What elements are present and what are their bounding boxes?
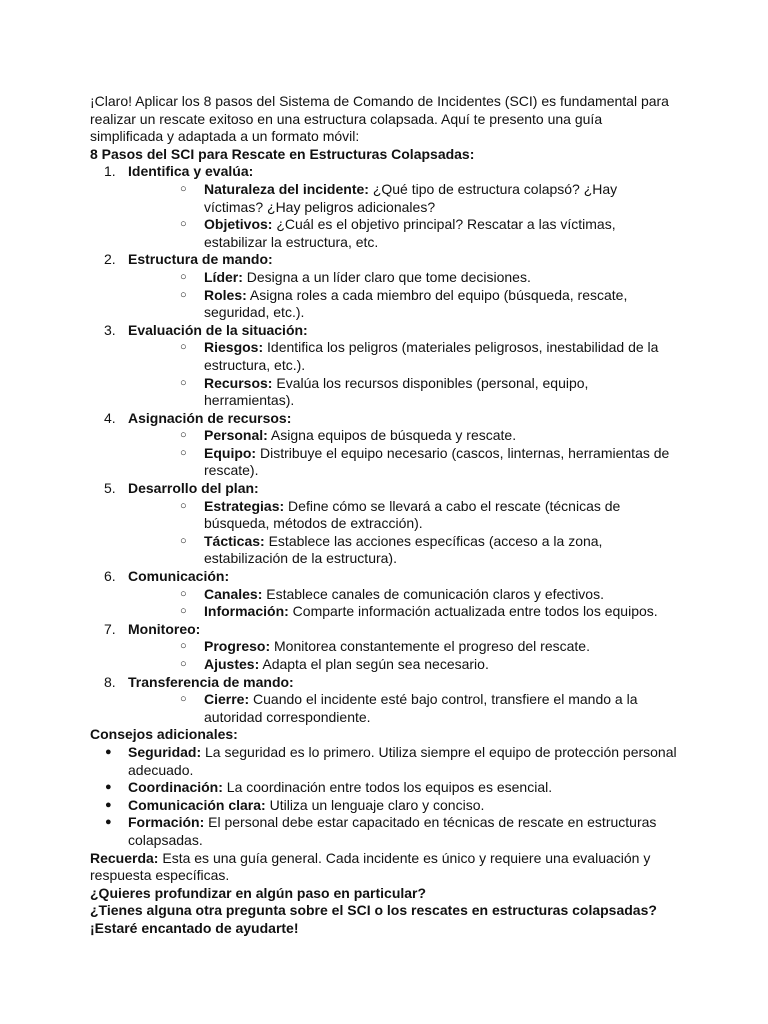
sub-item-text: Adapta el plan según sea necesario. bbox=[259, 656, 489, 672]
sub-item bbox=[128, 287, 678, 322]
tip-item bbox=[90, 797, 678, 815]
closing-question: ¿Tienes alguna otra pregunta sobre el SCI o los rescates en estructuras colapsadas? bbox=[90, 902, 657, 919]
sub-item-text: ¿Qué tipo de estructura colapsó? ¿Hay víctimas? ¿Hay peligros adicionales? bbox=[204, 180, 618, 215]
tip-label: Formación: bbox=[128, 814, 205, 831]
sub-item-text: Comparte información actualizada entre todos los equipos. bbox=[288, 603, 658, 620]
step-number: 6. bbox=[104, 568, 116, 585]
sub-item-label: Personal: bbox=[204, 427, 268, 444]
sub-item bbox=[128, 445, 678, 480]
sub-item-text: Cuando el incidente esté bajo control, transfiere el mando a la autoridad correspondiente. bbox=[204, 691, 638, 725]
step-number: 8. bbox=[104, 673, 116, 690]
sub-item-label: Riesgos: bbox=[204, 339, 264, 356]
sub-item-label: Equipo: bbox=[204, 444, 257, 461]
intro-paragraph: ¡Claro! Aplicar los 8 pasos del Sistema de Comando de Incidentes (SCI) es fundamental para realizar un rescate exitoso en una estructura colapsada. Aquí te presento una guía simplificada y adaptada a un formato móvil: bbox=[90, 93, 669, 145]
step-sublist bbox=[128, 339, 678, 409]
sub-item bbox=[128, 339, 678, 374]
sub-item-text: Asigna roles a cada miembro del equipo (búsqueda, rescate, seguridad, etc.). bbox=[204, 286, 628, 321]
steps-title: 8 Pasos del SCI para Rescate en Estructuras Colapsadas: bbox=[90, 145, 475, 162]
step-item bbox=[90, 621, 678, 674]
step-number: 4. bbox=[104, 409, 116, 426]
steps-list bbox=[90, 163, 678, 726]
sub-item bbox=[128, 216, 678, 251]
sub-item-text: Identifica los peligros (materiales peligrosos, inestabilidad de la estructura, etc.). bbox=[204, 339, 659, 373]
sub-item bbox=[128, 427, 678, 445]
sub-item bbox=[128, 181, 678, 216]
sub-item-text: Evalúa los recursos disponibles (personal, equipo, herramientas). bbox=[204, 374, 589, 409]
sub-item bbox=[128, 269, 678, 287]
tip-text: La seguridad es lo primero. Utiliza siempre el equipo de protección personal adecuado. bbox=[128, 743, 677, 778]
tip-text: El personal debe estar capacitado en técnicas de rescate en estructuras colapsadas. bbox=[128, 814, 657, 848]
sub-item-label: Canales: bbox=[204, 585, 263, 602]
step-sublist bbox=[128, 498, 678, 568]
sub-item-label: Progreso: bbox=[204, 638, 271, 655]
step-sublist bbox=[128, 181, 678, 251]
tips-title: Consejos adicionales: bbox=[90, 726, 238, 743]
sub-item-label: Líder: bbox=[204, 268, 243, 285]
sub-item-text: Establece canales de comunicación claros y efectivos. bbox=[262, 585, 604, 602]
sub-item bbox=[128, 498, 678, 533]
sub-item bbox=[128, 603, 678, 621]
sub-item-text: Define cómo se llevará a cabo el rescate (técnicas de búsqueda, métodos de extracción). bbox=[204, 497, 621, 532]
tip-label: Seguridad: bbox=[128, 743, 202, 760]
step-number: 1. bbox=[104, 163, 116, 180]
step-title: Asignación de recursos: bbox=[128, 409, 292, 426]
sub-item-label: Tácticas: bbox=[204, 532, 265, 549]
step-title: Monitoreo: bbox=[128, 620, 201, 637]
sub-item-text: Asigna equipos de búsqueda y rescate. bbox=[267, 427, 517, 444]
step-number: 3. bbox=[104, 321, 116, 338]
tip-text: La coordinación entre todos los equipos es esencial. bbox=[222, 779, 553, 796]
tips-list bbox=[90, 744, 678, 850]
step-title: Evaluación de la situación: bbox=[128, 321, 308, 338]
tip-item bbox=[90, 744, 678, 779]
step-sublist bbox=[128, 586, 678, 621]
sub-item-label: Roles: bbox=[204, 286, 247, 303]
sub-item bbox=[128, 533, 678, 568]
tip-label: Comunicación clara: bbox=[128, 796, 266, 813]
tip-item bbox=[90, 779, 678, 797]
sub-item-label: Recursos: bbox=[204, 374, 273, 391]
sub-item-label: Objetivos: bbox=[204, 216, 273, 233]
step-title: Estructura de mando: bbox=[128, 251, 273, 268]
closing-question: ¿Quieres profundizar en algún paso en particular? bbox=[90, 884, 427, 901]
sub-item bbox=[128, 691, 678, 726]
tip-item bbox=[90, 814, 678, 849]
sub-item-text: Designa a un líder claro que tome decisiones. bbox=[242, 268, 531, 285]
sub-item bbox=[128, 638, 678, 656]
sub-item-text: Monitorea constantemente el progreso del rescate. bbox=[270, 638, 590, 655]
closing-offer: ¡Estaré encantado de ayudarte! bbox=[90, 919, 299, 936]
step-sublist bbox=[128, 638, 678, 673]
step-title: Desarrollo del plan: bbox=[128, 480, 259, 497]
sub-item-label: Naturaleza del incidente: bbox=[204, 180, 369, 197]
tip-text: Utiliza un lenguaje claro y conciso. bbox=[265, 796, 485, 813]
step-number: 2. bbox=[104, 251, 116, 268]
step-item bbox=[90, 568, 678, 621]
sub-item bbox=[128, 375, 678, 410]
step-item bbox=[90, 163, 678, 251]
tip-label: Coordinación: bbox=[128, 779, 223, 796]
step-item bbox=[90, 410, 678, 480]
reminder-paragraph bbox=[90, 850, 678, 885]
sub-item-text: Establece las acciones específicas (acceso a la zona, estabilización de la estructura). bbox=[204, 532, 603, 567]
sub-item-label: Estrategias: bbox=[204, 497, 285, 514]
sub-item-text: Distribuye el equipo necesario (cascos, linternas, herramientas de rescate). bbox=[204, 444, 670, 479]
step-title: Identifica y evalúa: bbox=[128, 163, 254, 180]
step-item bbox=[90, 480, 678, 568]
sub-item-label: Cierre: bbox=[204, 691, 250, 708]
sub-item-label: Información: bbox=[204, 603, 289, 620]
step-item bbox=[90, 251, 678, 321]
sub-item bbox=[128, 656, 678, 674]
step-item bbox=[90, 322, 678, 410]
sub-item-label: Ajustes: bbox=[204, 656, 260, 672]
sub-item bbox=[128, 586, 678, 604]
step-sublist bbox=[128, 691, 678, 726]
step-title: Comunicación: bbox=[128, 568, 230, 585]
sub-item-text: ¿Cuál es el objetivo principal? Rescatar a las víctimas, estabilizar la estructura, etc. bbox=[204, 216, 616, 250]
step-number: 7. bbox=[104, 620, 116, 637]
reminder-text: Esta es una guía general. Cada incidente es único y requiere una evaluación y respuesta específicas. bbox=[90, 849, 651, 884]
step-title: Transferencia de mando: bbox=[128, 673, 294, 690]
step-sublist bbox=[128, 427, 678, 480]
step-number: 5. bbox=[104, 480, 116, 497]
step-sublist bbox=[128, 269, 678, 322]
step-item bbox=[90, 674, 678, 727]
reminder-label: Recuerda: bbox=[90, 849, 159, 866]
